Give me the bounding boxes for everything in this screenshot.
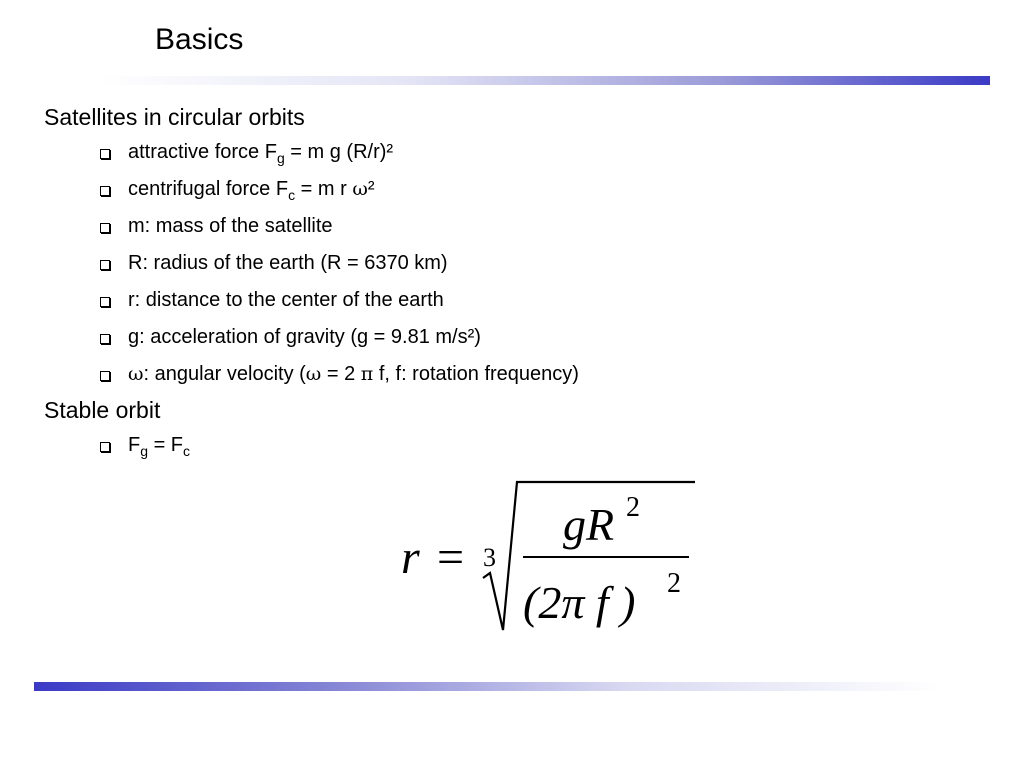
section-heading-stable-orbit: Stable orbit [44, 397, 161, 423]
bullet-gravity: g: acceleration of gravity (g = 9.81 m/s²) [44, 319, 984, 356]
orbit-radius-formula [395, 470, 705, 640]
square-bullet-icon [100, 297, 110, 307]
formula-numerator-exponent: 2 [626, 492, 640, 523]
formula-equals: = [437, 531, 465, 584]
square-bullet-icon [100, 186, 110, 196]
square-bullet-icon [100, 223, 110, 233]
formula-root-index: 3 [483, 543, 496, 572]
square-bullet-icon [100, 149, 110, 159]
slide-title: Basics [155, 23, 244, 56]
circular-orbit-bullets [44, 134, 984, 393]
formula-lhs: r [401, 531, 420, 584]
bullet-force-equality: $F_g = F_c$ [44, 427, 984, 464]
bullet-mass: m: mass of the satellite [44, 208, 984, 245]
formula-denominator-exponent: 2 [667, 568, 681, 599]
bullet-distance: r: distance to the center of the earth [44, 282, 984, 319]
footer-bar [34, 682, 940, 691]
square-bullet-icon [100, 442, 110, 452]
square-bullet-icon [100, 334, 110, 344]
formula-denominator: (2π f ) [523, 577, 636, 628]
title-underline-bar [100, 76, 990, 85]
formula-numerator: gR [563, 499, 615, 550]
square-bullet-icon [100, 260, 110, 270]
bullet-centrifugal-force: centrifugal force $F_c = m$ r ω² [44, 171, 984, 208]
slide-content [44, 100, 984, 464]
bullet-angular-velocity: ω: angular velocity (ω = 2 π f, f: rotation frequency) [44, 356, 984, 393]
bullet-attractive-force: attractive force $F_g = m$ g (R/r)² [44, 134, 984, 171]
section-heading-circular-orbits: Satellites in circular orbits [44, 104, 305, 130]
formula-svg [395, 470, 705, 640]
square-bullet-icon [100, 371, 110, 381]
bullet-earth-radius: R: radius of the earth (R = 6370 km) [44, 245, 984, 282]
stable-orbit-bullets [44, 427, 984, 464]
